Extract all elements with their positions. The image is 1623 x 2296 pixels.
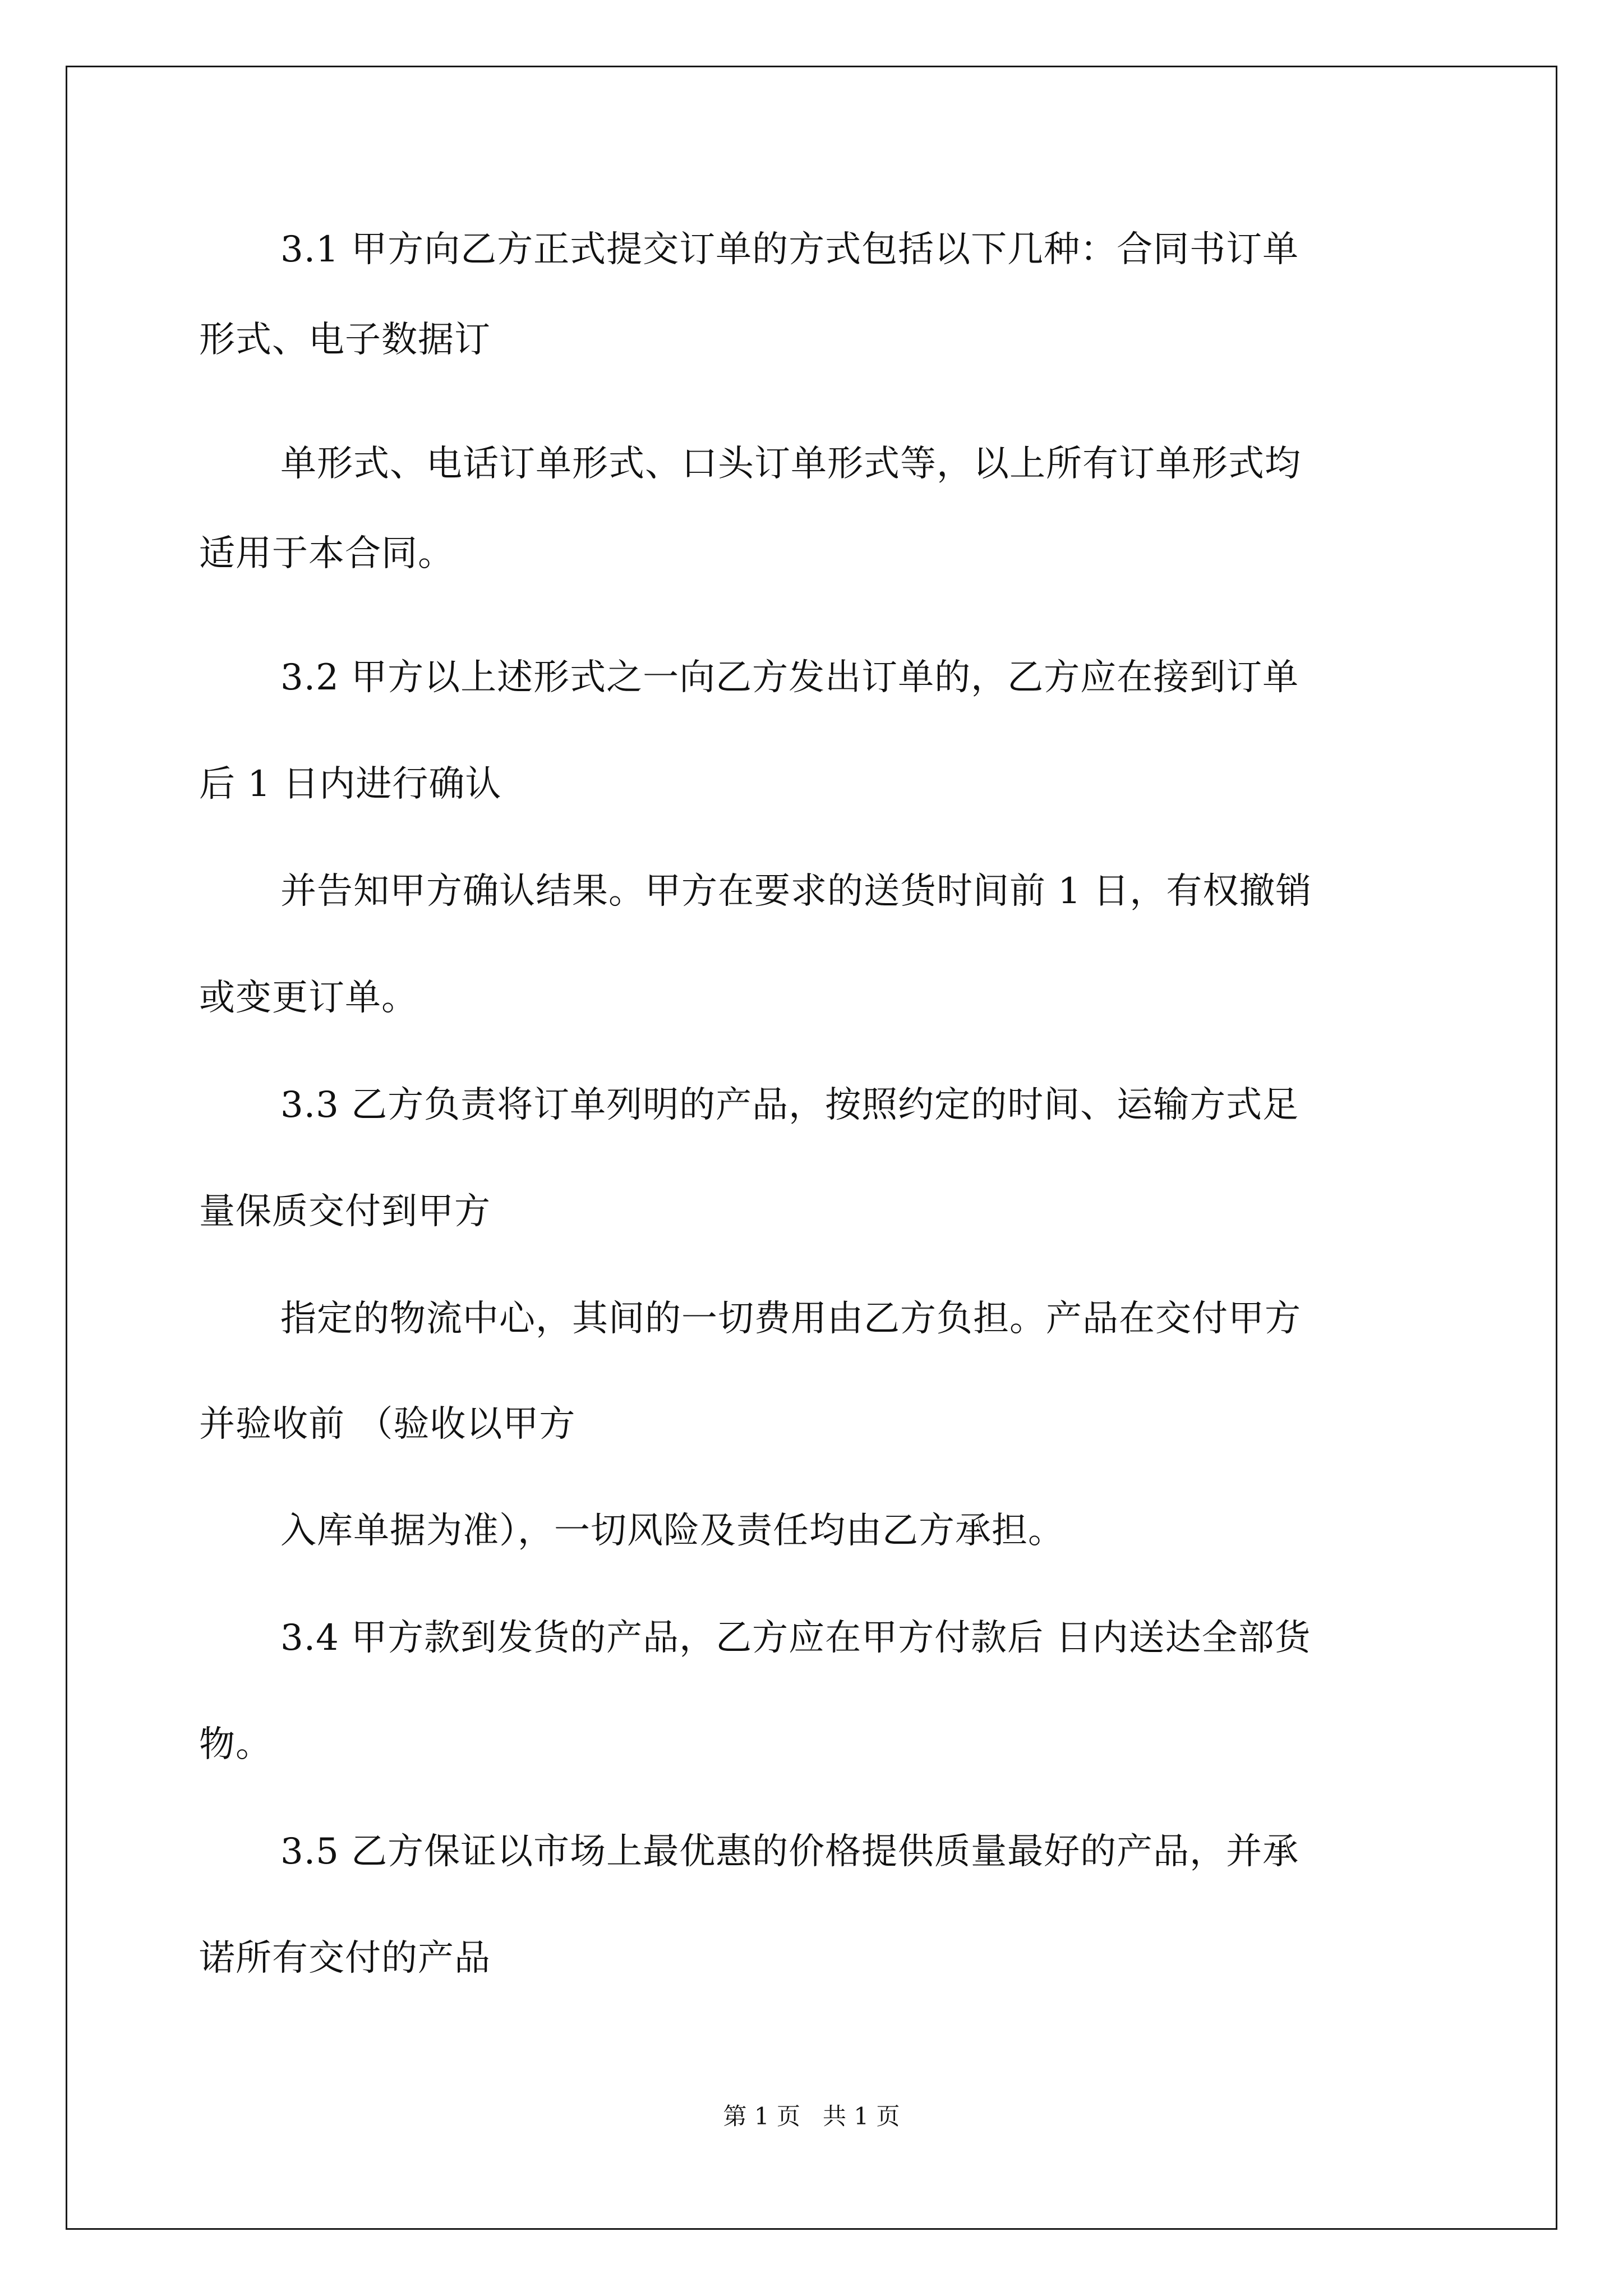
clause-3-3-line-3: 指定的物流中心，其间的一切费用由乙方负担。产品在交付甲方 [280, 1298, 1301, 1340]
clause-3-1-line-1: 3.1 甲方向乙方正式提交订单的方式包括以下几种：合同书订单 [280, 229, 1299, 270]
clause-3-1-line-2: 形式、电子数据订 [199, 319, 491, 361]
clause-3-2-line-1: 3.2 甲方以上述形式之一向乙方发出订单的，乙方应在接到订单 [280, 657, 1299, 698]
clause-3-3-line-4: 并验收前 （验收以甲方 [199, 1404, 576, 1445]
clause-3-2-line-2: 后 1 日内进行确认 [199, 763, 502, 805]
clause-3-5-line-1: 3.5 乙方保证以市场上最优惠的价格提供质量最好的产品，并承 [280, 1831, 1299, 1872]
page-number-footer: 第 1 页 共 1 页 [723, 2102, 900, 2130]
clause-3-1-line-4: 适用于本合同。 [199, 533, 454, 574]
page-border [66, 66, 1557, 2230]
clause-3-3-line-2: 量保质交付到甲方 [199, 1191, 491, 1232]
clause-3-3-line-5: 入库单据为准），一切风险及责任均由乙方承担。 [280, 1510, 1064, 1552]
clause-3-2-line-4: 或变更订单。 [199, 977, 418, 1019]
clause-3-5-line-2: 诺所有交付的产品 [199, 1938, 491, 1979]
clause-3-1-line-3: 单形式、电话订单形式、口头订单形式等，以上所有订单形式均 [280, 443, 1301, 485]
clause-3-4-line-2: 物。 [199, 1724, 272, 1765]
clause-3-3-line-1: 3.3 乙方负责将订单列明的产品，按照约定的时间、运输方式足 [280, 1084, 1299, 1126]
clause-3-2-line-3: 并告知甲方确认结果。甲方在要求的送货时间前 1 日，有权撤销 [280, 871, 1312, 912]
clause-3-4-line-1: 3.4 甲方款到发货的产品，乙方应在甲方付款后 日内送达全部货 [280, 1617, 1311, 1659]
